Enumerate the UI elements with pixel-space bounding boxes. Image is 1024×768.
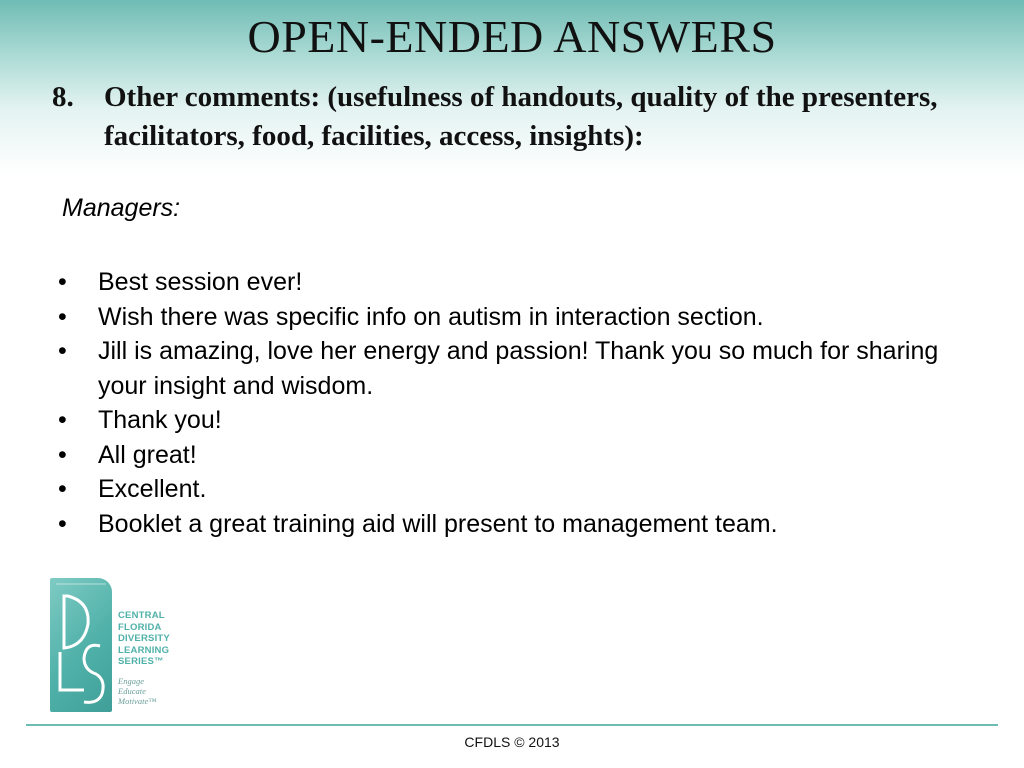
logo-line: LEARNING (118, 644, 170, 656)
logo-line: CENTRAL (118, 610, 165, 621)
comment-text: Best session ever! (98, 268, 303, 296)
bullet-icon: • (58, 509, 67, 538)
question-block (52, 78, 952, 156)
comment-text: Booklet a great training aid will present to management team. (98, 509, 778, 538)
bullet-icon: • (58, 406, 67, 434)
comment-text: Excellent. (98, 475, 207, 503)
footer-copyright: CFDLS © 2013 (464, 734, 560, 750)
list-item (58, 334, 978, 403)
cfdls-logo (50, 578, 180, 714)
comment-text: Thank you! (98, 406, 222, 434)
logo-line: SERIES™ (118, 656, 164, 667)
comment-text: Jill is amazing, love her energy and passion! Thank you so much for sharing your insight and wisdom. (98, 337, 939, 400)
bullet-icon: • (58, 440, 67, 469)
question-text: Other comments: (usefulness of handouts, quality of the presenters, facilitators, food, facilities, access, insights): (104, 81, 938, 152)
footer-divider (26, 724, 998, 726)
list-item (58, 403, 978, 438)
dls-monogram-icon (50, 578, 112, 712)
comment-text: All great! (98, 440, 197, 469)
list-item (58, 300, 978, 335)
list-item (58, 507, 978, 542)
tagline-line: Educate (118, 686, 146, 696)
logo-line: DIVERSITY (118, 633, 170, 644)
bullet-icon: • (58, 337, 67, 365)
list-item (58, 438, 978, 473)
comment-text: Wish there was specific info on autism in interaction section. (98, 302, 764, 331)
slide-title: OPEN-ENDED ANSWERS (247, 11, 777, 62)
tagline-line: Engage (118, 676, 144, 686)
logo-wordmark (118, 610, 170, 668)
group-label: Managers: (62, 194, 181, 222)
logo-line: FLORIDA (118, 621, 162, 633)
bullet-icon: • (58, 268, 67, 296)
list-item (58, 472, 978, 507)
tagline-line: Motivate™ (118, 696, 157, 706)
logo-tagline (118, 676, 157, 706)
dls-monogram-svg (50, 578, 112, 712)
comment-list (58, 265, 978, 541)
bullet-icon: • (58, 475, 67, 503)
list-item (58, 265, 978, 300)
bullet-icon: • (58, 302, 67, 331)
question-number: 8. (52, 81, 74, 113)
